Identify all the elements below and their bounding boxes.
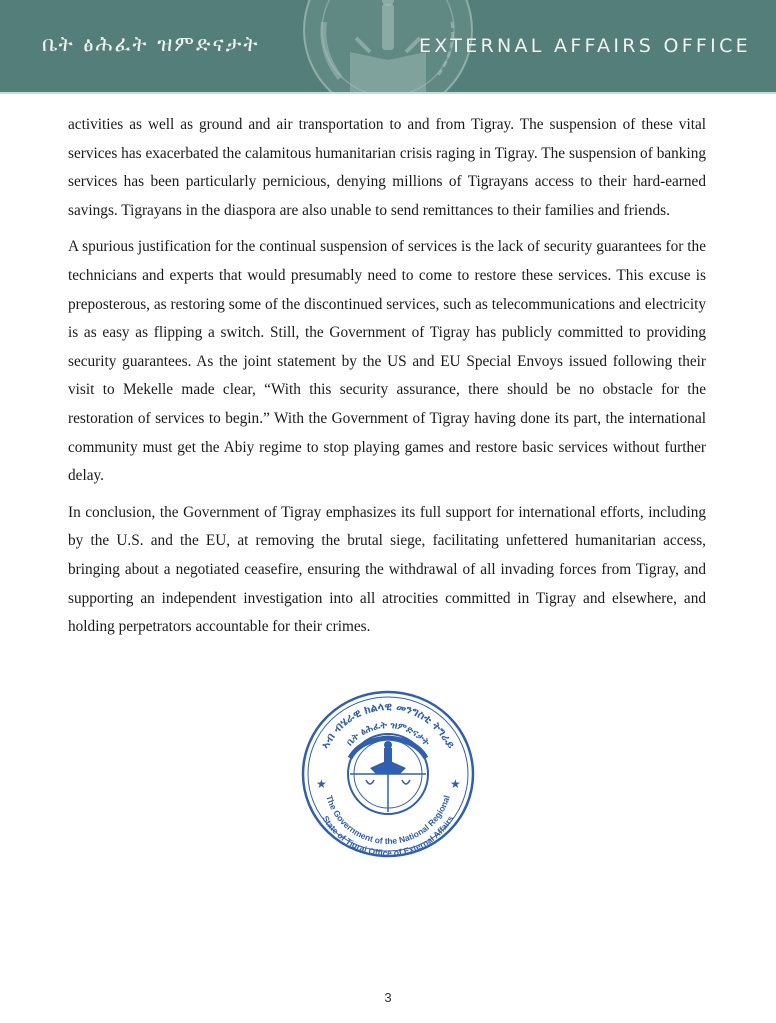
page-number: 3 bbox=[384, 990, 392, 1005]
paragraph: A spurious justification for the continual suspension of services is the lack of security guarantees for the technicians and experts that would presumably need to come to restore these services. This excuse is preposterous, as restoring some of the discontinued services, such as telecommunications and electricity is as easy as flipping a switch. Still, the Government of Tigray has publicly committed to providing security guarantees. As the joint statement by the US and EU Special Envoys issued following their visit to Mekelle made clear, “With this security assurance, there should be no obstacle for the restoration of services to begin.” With the Government of Tigray having done its part, the international community must get the Abiy regime to stop playing games and restore basic services without further delay. bbox=[68, 238, 706, 485]
paragraph: activities as well as ground and air transportation to and from Tigray. The suspension of these vital services has exacerbated the calamitous humanitarian crisis raging in Tigray. The suspension of banking services has been particularly pernicious, denying millions of Tigrayans access to their hard-earned savings. Tigrayans in the diaspora are also unable to send remittances to their families and friends. bbox=[68, 116, 706, 219]
seal-inner-amharic: ቤት ፅሕፈት ዝምድናታት bbox=[344, 719, 432, 749]
official-seal-icon bbox=[300, 688, 476, 858]
seal-outer-amharic: ኣብ ብሄራዊ ክልላዊ መንግስቲ ትግራይ bbox=[318, 699, 458, 751]
svg-text:★: ★ bbox=[450, 777, 461, 791]
page-header bbox=[0, 0, 776, 94]
seal-english-bottom: State of Tigrai Office of External Affairs bbox=[320, 813, 456, 858]
svg-text:★: ★ bbox=[316, 777, 327, 791]
header-amharic-title: ቤት ፅሕፈት ዝምድናታት bbox=[42, 32, 260, 56]
document-body bbox=[68, 111, 706, 650]
paragraph: In conclusion, the Government of Tigray emphasizes its full support for international efforts, including by the U.S. and the EU, at removing the brutal siege, facilitating unfettered humanitarian access, bringing about a negotiated ceasefire, ensuring the withdrawal of all invading forces from Tigray, and supporting an independent investigation into all atrocities committed in Tigray and elsewhere, and holding perpetrators accountable for their crimes. bbox=[68, 503, 706, 636]
header-english-title: EXTERNAL AFFAIRS OFFICE bbox=[419, 35, 751, 57]
seal-english-top: The Government of the National Regional bbox=[324, 794, 452, 847]
